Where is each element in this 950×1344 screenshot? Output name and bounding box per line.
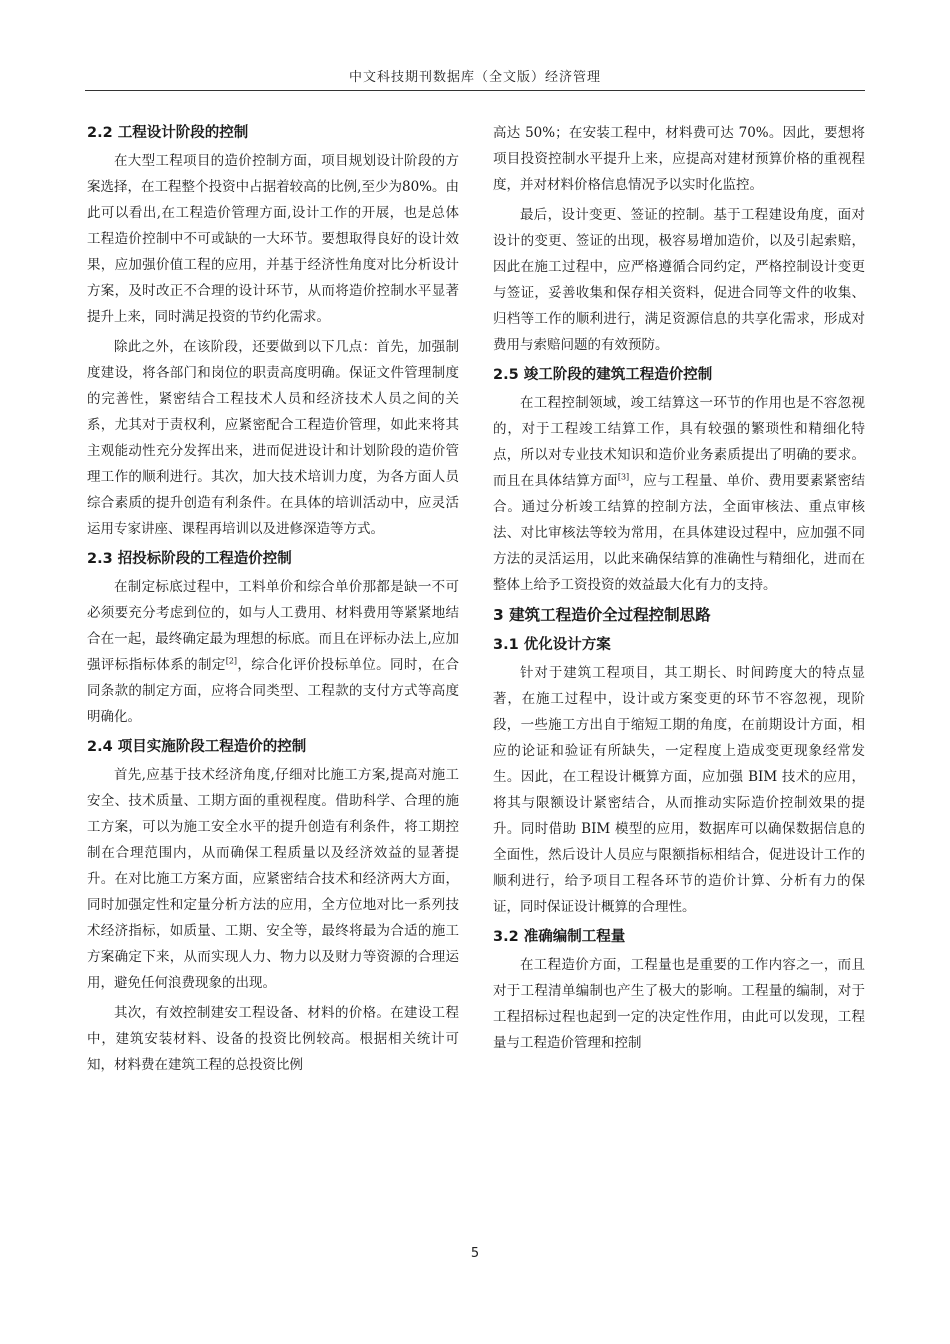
section-2-3-text-b: ，综合化评价投标单位。同时，在合同条款的制定方面，应将合同类型、工程款的支付方式等高度明确化。 — [87, 657, 460, 725]
section-2-5-text-b: ，应与工程量、单价、费用要素紧密结合。通过分析竣工结算的控制方法，全面审核法、重点审核法、对比审核法等较为常用，在具体建设过程中，应加强不同方法的灵活运用，以此来确保结算的准确性与精细化，进而在整体上给予工资投资的效益最大化有力的支持。 — [493, 473, 866, 593]
section-2-2-paragraph-1: 在大型工程项目的造价控制方面，项目规划设计阶段的方案选择，在工程整个投资中占据着较高的比例,至少为80%。由此可以看出,在工程造价管理方面,设计工作的开展，也是总体工程造价控制中不可或缺的一大环节。要想取得良好的设计效果，应加强价值工程的应用，并基于经济性角度对比分析设计方案，及时改正不合理的设计环节，从而将造价控制水平显著提升上来，同时满足投资的节约化需求。 — [87, 153, 459, 325]
section-3-1-paragraph-1: 针对于建筑工程项目，其工期长、时间跨度大的特点显著，在施工过程中，设计或方案变更的环节不容忽视，现阶段，一些施工方出自于缩短工期的角度，在前期设计方面，相应的论证和验证有所缺失，一定程度上造成变更现象经常发生。因此，在工程设计概算方面，应加强 BIM 技术的应用，将其与限额设计紧密结合，从而推动实际造价控制效果的提升。同时借助 BIM 模型的应用，数据库可以确保数据信息的全面性，然后设计人员应与限额指标相结合，促进设计工作的顺利进行，给予项目工程各环节的造价计算、分析有力的保证，同时保证设计概算的合理性。 — [493, 665, 865, 915]
section-3-2-paragraph-1: 在工程造价方面，工程量也是重要的工作内容之一，而且对于工程清单编制也产生了极大的影响。工程量的编制，对于工程招标过程也起到一定的决定性作用，由此可以发现，工程量与工程造价管理和控制 — [493, 957, 865, 1051]
section-3-heading: 3 建筑工程造价全过程控制思路 — [493, 606, 711, 624]
section-2-4-paragraph-2: 其次，有效控制建安工程设备、材料的价格。在建设工程中，建筑安装材料、设备的投资比例较高。根据相关统计可知，材料费在建筑工程的总投资比例 — [87, 1005, 459, 1073]
section-2-2-paragraph-2: 除此之外，在该阶段，还要做到以下几点：首先，加强制度建设，将各部门和岗位的职责高度明确。保证文件管理制度的完善性，紧密结合工程技术人员和经济技术人员之间的关系，尤其对于责权利，应紧密配合工程造价管理，如此来将其主观能动性充分发挥出来，进而促进设计和计划阶段的造价管理工作的顺利进行。其次，加大技术培训力度，为各方面人员综合素质的提升创造有利条件。在具体的培训活动中，应灵活运用专家讲座、课程再培训以及进修深造等方式。 — [87, 339, 459, 537]
section-2-4-paragraph-2-continued: 高达 50%；在安装工程中，材料费可达 70%。因此，要想将项目投资控制水平提升上来，应提高对建材预算价格的重视程度，并对材料价格信息情况予以实时化监控。 — [493, 125, 865, 193]
left-column — [87, 120, 459, 1082]
page-number: 5 — [470, 1246, 480, 1261]
section-2-4-paragraph-3: 最后，设计变更、签证的控制。基于工程建设角度，面对设计的变更、签证的出现，极容易增加造价，以及引起索赔，因此在施工过程中，应严格遵循合同约定，严格控制设计变更与签证，妥善收集和保存相关资料，促进合同等文件的收集、归档等工作的顺利进行，满足资源信息的共享化需求，形成对费用与索赔问题的有效预防。 — [493, 207, 865, 353]
right-column — [493, 120, 865, 1060]
journal-header: 中文科技期刊数据库（全文版）经济管理 — [348, 70, 601, 85]
section-2-3-paragraph-1 — [87, 574, 459, 730]
section-2-2-heading: 2.2 工程设计阶段的控制 — [87, 125, 249, 141]
section-2-5-paragraph-1 — [493, 390, 865, 598]
section-3-1-heading: 3.1 优化设计方案 — [493, 637, 611, 653]
section-2-5-text-a: 在工程控制领域，竣工结算这一环节的作用也是不容忽视的，对于工程竣工结算工作，具有较强的繁琐性和精细化特点，所以对专业技术知识和造价业务素质提出了明确的要求。而且在具体结算方面 — [493, 395, 865, 489]
section-2-3-text-a: 在制定标底过程中，工料单价和综合单价那都是缺一不可必须要充分考虑到位的，如与人工费用、材料费用等紧紧地结合在一起，最终确定最为理想的标底。而且在评标办法上,应加强评标指标体系的制定 — [87, 579, 459, 673]
citation-ref-2: [2] — [225, 656, 238, 666]
section-2-5-heading: 2.5 竣工阶段的建筑工程造价控制 — [493, 367, 713, 383]
section-3-2-heading: 3.2 准确编制工程量 — [493, 929, 626, 945]
header-divider — [85, 90, 865, 91]
citation-ref-3: [3] — [617, 472, 630, 482]
section-2-4-paragraph-1: 首先,应基于技术经济角度,仔细对比施工方案,提高对施工安全、技术质量、工期方面的重视程度。借助科学、合理的施工方案，可以为施工安全水平的提升创造有利条件，将工期控制在合理范围内，从而确保工程质量以及经济效益的显著提升。在对比施工方案方面，应紧密结合技术和经济两大方面，同时加强定性和定量分析方法的应用，全方位地对比一系列技术经济指标，如质量、工期、安全等，最终将最为合适的施工方案确定下来，从而实现人力、物力以及财力等资源的合理运用，避免任何浪费现象的出现。 — [87, 767, 459, 991]
section-2-3-heading: 2.3 招投标阶段的工程造价控制 — [87, 551, 292, 567]
section-2-4-heading: 2.4 项目实施阶段工程造价的控制 — [87, 739, 307, 755]
